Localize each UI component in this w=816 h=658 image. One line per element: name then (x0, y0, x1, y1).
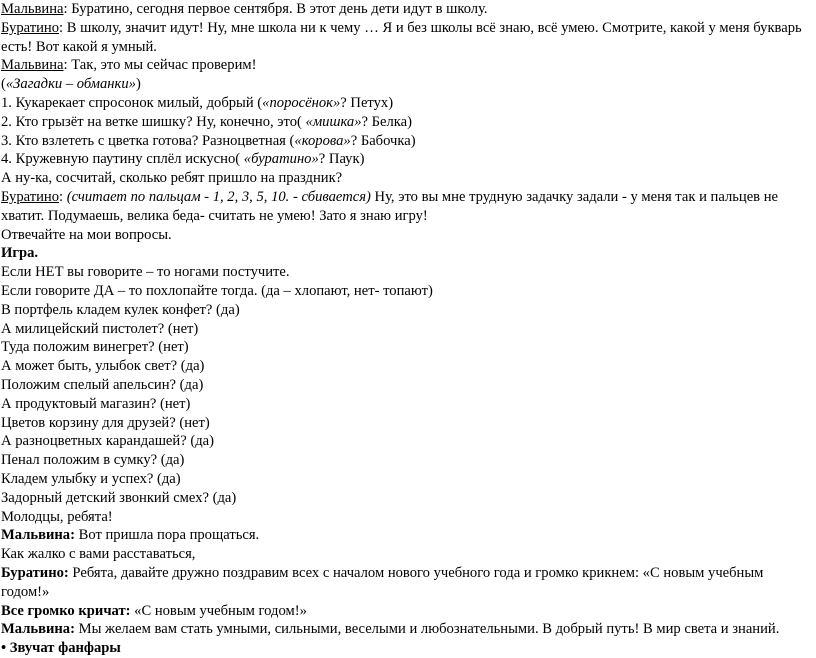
riddle-answer: ? Петух) (340, 94, 394, 111)
game-rule-no: Если НЕТ вы говорите – то ногами постучите. (1, 264, 290, 281)
game-question: Задорный детский звонкий смех? (да) (1, 489, 237, 506)
riddle-text: 2. Кто грызёт на ветке шишку? Ну, конечно, это( (1, 113, 306, 130)
game-question: Кладем улыбку и успех? (да) (1, 470, 181, 487)
speaker-malvina: Мальвина (1, 57, 64, 74)
line-text: Ребята, давайте дружно поздравим всех с началом нового учебного года и громко крикнем: «С новым учебным годом!» (1, 564, 764, 600)
line-text: Ну, это вы мне трудную задачку задали - у меня так и пальцев не хватит. Подумаешь, велика беда- считать не умею! Зато я знаю игру! (1, 188, 779, 224)
speaker-buratino: Буратино (1, 188, 60, 205)
paren-open: ( (1, 76, 6, 93)
speaker-malvina: Мальвина: (1, 621, 75, 638)
riddle-text: 4. Кружевную паутину сплёл искусно( (1, 151, 244, 168)
line-text: Вот пришла пора прощаться. (74, 527, 260, 544)
riddle-text: 1. Кукарекает спросонок милый, добрый ( (1, 94, 263, 111)
game-question: А милицейский пистолет? (нет) (1, 320, 199, 337)
line-text: «С новым учебным годом!» (130, 602, 307, 619)
game-question: Цветов корзину для друзей? (нет) (1, 414, 210, 431)
riddle-trick-answer: «корова» (294, 132, 351, 149)
riddle-text: 3. Кто взлететь с цветка готова? Разноцветная ( (1, 132, 295, 149)
line-malvina-wishes (1, 620, 812, 639)
game-question: А разноцветных карандашей? (да) (1, 433, 214, 450)
bullet-icon: • (1, 640, 7, 657)
game-question: Положим спелый апельсин? (да) (1, 376, 204, 393)
stage-direction: (считает по пальцам - 1, 2, 3, 5, 10. - сбивается) (66, 188, 371, 205)
riddle-answer: ? Бабочка) (350, 132, 416, 149)
line-text: : Буратино, сегодня первое сентября. В этот день дети идут в школу. (63, 1, 488, 17)
line-buratino-congrats (1, 564, 812, 602)
game-heading: Игра. (1, 245, 39, 262)
game-question: Туда положим винегрет? (нет) (1, 339, 189, 356)
line-malvina-farewell (1, 526, 812, 545)
riddle-1 (1, 94, 812, 113)
line-buratino-counts (1, 188, 812, 226)
line-fanfare (1, 639, 812, 658)
line-text: Мы желаем вам стать умными, сильными, веселыми и любознательными. В добрый путь! В мир света и знаний. (74, 621, 780, 638)
riddles-title: «Загадки – обманки» (5, 76, 136, 93)
speaker-malvina: Мальвина: (1, 527, 75, 544)
riddle-3 (1, 132, 812, 151)
speaker-malvina: Мальвина (1, 1, 64, 17)
line-count-kids: А ну-ка, сосчитай, сколько ребят пришло на праздник? (1, 170, 343, 187)
riddles-heading (1, 75, 812, 94)
riddle-2 (1, 113, 812, 132)
line-malvina-intro (1, 0, 812, 19)
game-question: В портфель кладем кулек конфет? (да) (1, 301, 240, 318)
line-well-done: Молодцы, ребята! (1, 508, 113, 525)
game-question: А продуктовый магазин? (нет) (1, 395, 191, 412)
line-all-shout (1, 602, 812, 621)
paren-close: ) (135, 76, 141, 93)
line-sad-parting: Как жалко с вами расставаться, (1, 546, 196, 563)
riddle-4 (1, 150, 812, 169)
riddle-trick-answer: «поросёнок» (262, 94, 341, 111)
riddle-trick-answer: «мишка» (305, 113, 362, 130)
speaker-all: Все громко кричат: (1, 602, 131, 619)
game-question: А может быть, улыбок свет? (да) (1, 358, 205, 375)
game-rule-yes: Если говорите ДА – то похлопайте тогда. (да – хлопают, нет- топают) (1, 282, 433, 299)
line-malvina-check (1, 56, 812, 75)
speaker-buratino: Буратино: (1, 564, 69, 581)
colon: : (59, 188, 67, 205)
speaker-buratino: Буратино (1, 19, 60, 36)
line-text: : Так, это мы сейчас проверим! (63, 57, 257, 74)
line-text: : В школу, значит идут! Ну, мне школа ни к чему … Я и без школы всё знаю, всё умею. Смотрите, какой у меня букварь есть! Вот какой я умный. (1, 19, 802, 55)
game-question: Пенал положим в сумку? (да) (1, 452, 185, 469)
line-answer-questions: Отвечайте на мои вопросы. (1, 226, 172, 243)
riddle-answer: ? Паук) (318, 151, 365, 168)
riddle-answer: ? Белка) (361, 113, 413, 130)
line-buratino-school (1, 19, 812, 57)
fanfare-text: Звучат фанфары (6, 640, 121, 657)
riddle-trick-answer: «буратино» (243, 151, 319, 168)
